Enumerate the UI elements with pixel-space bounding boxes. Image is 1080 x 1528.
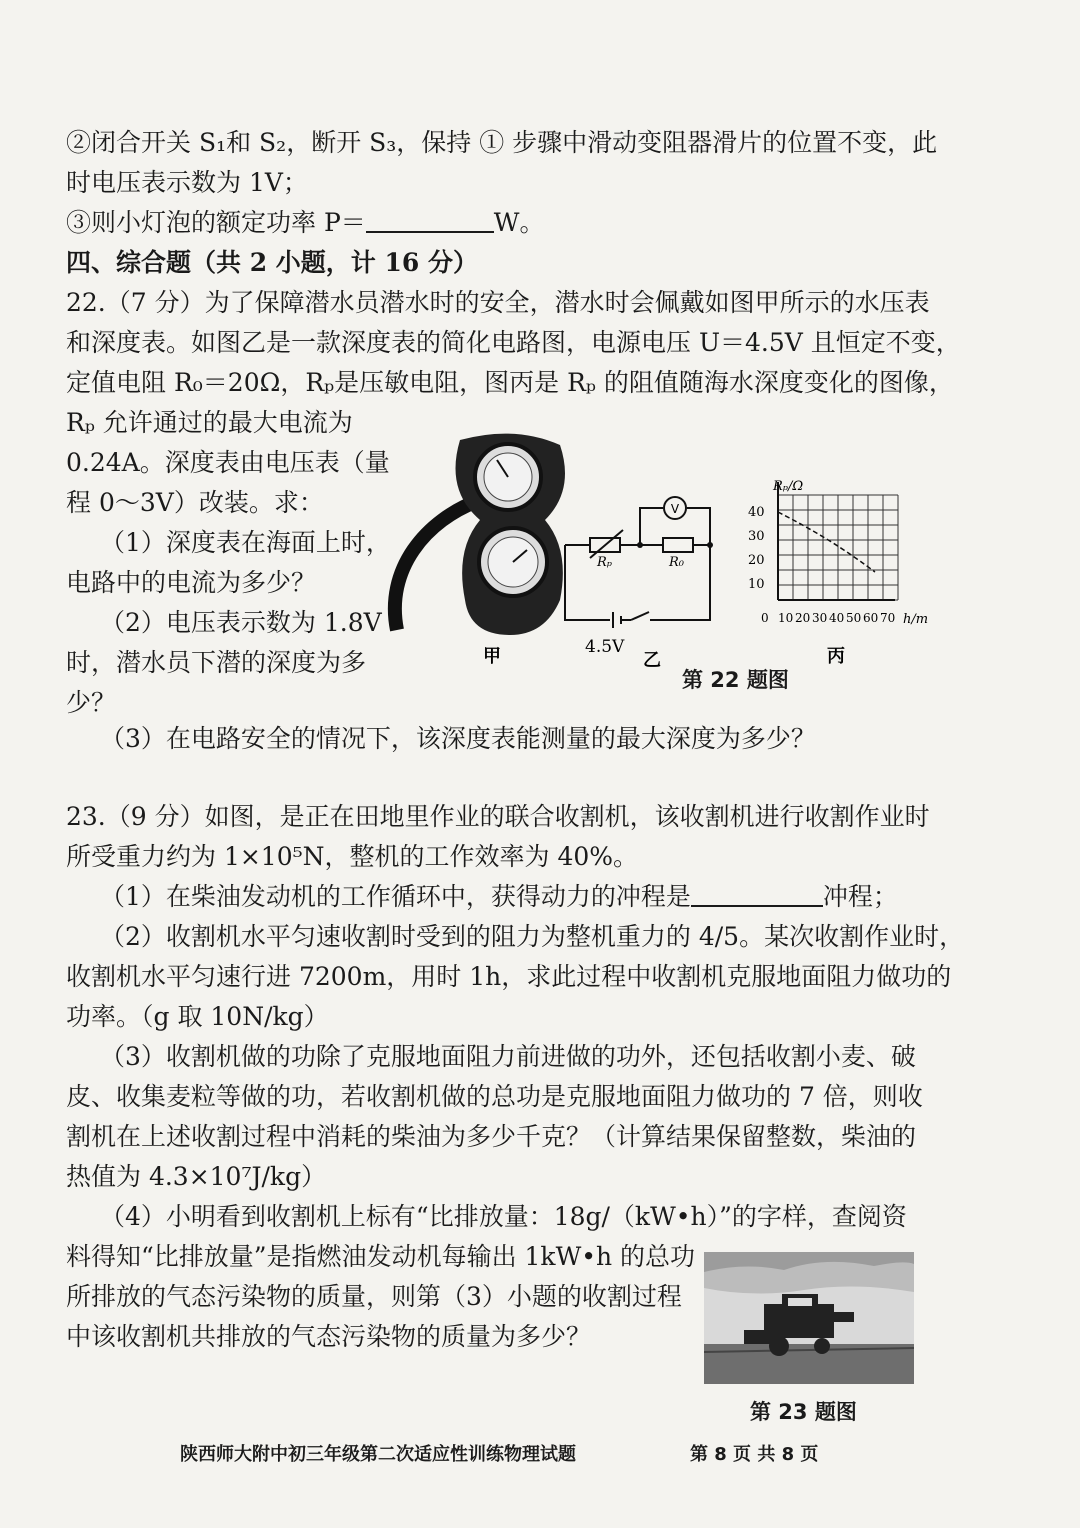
page-number: 第 8 页 共 8 页 [690,1444,819,1465]
y-tick-label: 30 [748,529,765,544]
text-line: 程 0～3V）改装。求： [66,488,324,517]
question-23-text: 23.（9 分）如图，是正在田地里作业的联合收割机，该收割机进行收割作业时 [66,802,930,831]
x-tick-label: 70 [880,611,896,625]
x-tick-label: 0 [761,611,769,625]
text-line: ②闭合开关 S₁和 S₂，断开 S₃，保持 ① 步骤中滑动变阻器滑片的位置不变，此 [66,128,938,157]
y-tick-label: 20 [748,553,765,568]
text-line: （4）小明看到收割机上标有“比排放量：18g/（kW•h）”的字样，查阅资 [100,1202,907,1231]
text-line: Rₚ 允许通过的最大电流为 [66,408,353,437]
x-tick-label: 30 [812,611,828,625]
text-line: 热值为 4.3×10⁷J/kg） [66,1162,327,1191]
answer-blank[interactable] [366,209,494,233]
figure-label-yi: 乙 [643,650,661,671]
question-22-text: 22.（7 分）为了保障潜水员潜水时的安全，潜水时会佩戴如图甲所示的水压表 [66,288,930,317]
figure-label-jia: 甲 [483,646,501,667]
answer-blank[interactable] [691,883,823,907]
text-line: （3）在电路安全的情况下，该深度表能测量的最大深度为多少？ [100,724,816,753]
text-line: 和深度表。如图乙是一款深度表的简化电路图，电源电压 U＝4.5V 且恒定不变， [66,328,961,357]
x-tick-label: 60 [863,611,879,625]
text-line: 所排放的气态污染物的质量，则第（3）小题的收割过程 [66,1282,682,1311]
text-line [66,206,1026,240]
rp-label: Rₚ [597,555,612,570]
text-line: 中该收割机共排放的气态污染物的质量为多少？ [66,1322,592,1351]
depth-gauge-image [395,434,565,635]
y-axis-label: Rₚ/Ω [773,479,804,494]
text-line: 所受重力约为 1×10⁵N，整机的工作效率为 40%。 [66,842,639,871]
text-line: 料得知“比排放量”是指燃油发动机每输出 1kW•h 的总功 [66,1242,696,1271]
text-segment: W。 [493,208,545,237]
y-tick-label: 40 [748,505,765,520]
x-tick-label: 50 [846,611,862,625]
battery-label: 4.5V [585,637,625,657]
x-tick-label: 20 [795,611,811,625]
rp-depth-graph [778,482,898,600]
footer-title: 陕西师大附中初三年级第二次适应性训练物理试题 [180,1444,576,1465]
circuit-diagram [565,497,710,628]
text-line: 时电压表示数为 1V； [66,168,308,197]
y-tick-label: 10 [748,577,765,592]
text-line: （3）收割机做的功除了克服地面阻力前进做的功外，还包括收割小麦、破 [100,1042,916,1071]
text-line: 少？ [66,688,117,717]
text-line [100,880,1060,914]
x-tick-label: 10 [778,611,794,625]
x-axis-label: h/m [903,612,929,627]
figure-22 [385,430,935,690]
text-segment: ③则小灯泡的额定功率 P＝ [66,208,366,237]
text-line: 割机在上述收割过程中消耗的柴油为多少千克？（计算结果保留整数，柴油的 [66,1122,917,1151]
text-segment: 冲程； [822,882,898,911]
text-line: 收割机水平匀速行进 7200m，用时 1h，求此过程中收割机克服地面阻力做功的 [66,962,952,991]
harvester-photo [704,1252,914,1384]
voltmeter-symbol: V [670,502,680,516]
text-segment: （1）在柴油发动机的工作循环中，获得动力的冲程是 [100,882,691,911]
text-line: 皮、收集麦粒等做的功，若收割机做的总功是克服地面阻力做功的 7 倍，则收 [66,1082,923,1111]
text-line: 0.24A。深度表由电压表（量 [66,448,390,477]
x-tick-label: 40 [829,611,845,625]
text-line: 功率。（g 取 10N/kg） [66,1002,329,1031]
text-line: 时，潜水员下潜的深度为多 [66,648,367,677]
text-line: 定值电阻 R₀＝20Ω，Rₚ是压敏电阻，图丙是 Rₚ 的阻值随海水深度变化的图像， [66,368,954,397]
text-line: （2）电压表示数为 1.8V [100,608,382,637]
text-line: （1）深度表在海面上时， [100,528,391,557]
figure-22-caption: 第 22 题图 [682,668,789,692]
text-line: 电路中的电流为多少？ [66,568,317,597]
text-line: （2）收割机水平匀速收割时受到的阻力为整机重力的 4/5。某次收割作业时， [100,922,965,951]
figure-23-caption: 第 23 题图 [750,1400,857,1424]
section-heading: 四、综合题（共 2 小题，计 16 分） [66,248,479,277]
r0-label: R₀ [669,555,684,570]
figure-label-bing: 丙 [827,646,845,667]
